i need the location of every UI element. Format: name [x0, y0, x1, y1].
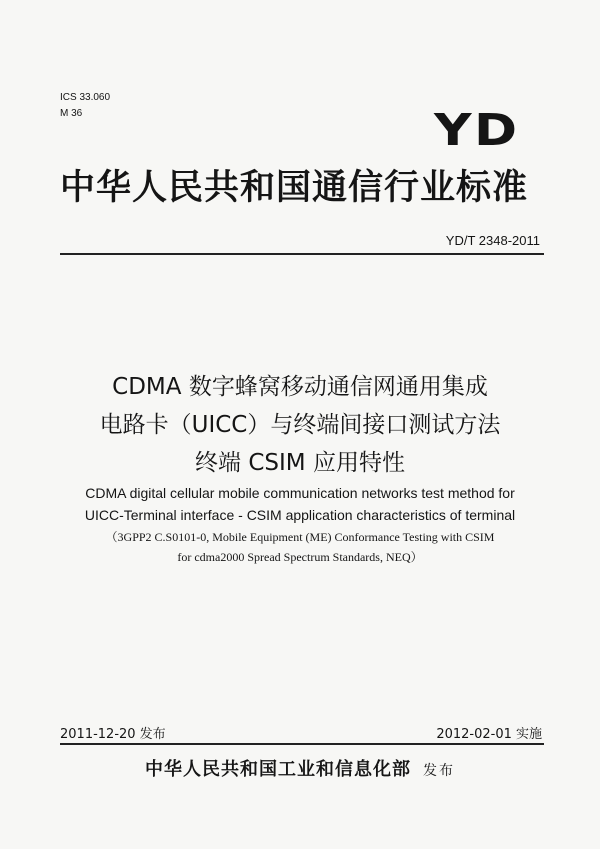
chinese-title-line: 电路卡（UICC）与终端间接口测试方法: [99, 412, 501, 438]
classification-block: [60, 90, 110, 122]
reference-line: （3GPP2 C.S0101-0, Mobile Equipment (ME) Conformance Testing with CSIM: [105, 530, 495, 544]
issue-date: 2011-12-20 发布: [60, 727, 166, 742]
yd-logo: YD: [434, 105, 520, 156]
chinese-title-line: 终端 CSIM 应用特性: [195, 450, 405, 476]
publisher-line: [0, 755, 600, 781]
chinese-title: [30, 368, 570, 482]
reference-line: for cdma2000 Spread Spectrum Standards, NEQ）: [177, 550, 423, 564]
english-title-line: UICC-Terminal interface - CSIM application characteristics of terminal: [84, 507, 516, 523]
publisher-name: 中华人民共和国工业和信息化部: [145, 759, 411, 780]
english-title: [30, 482, 570, 526]
category-code: M 36: [60, 108, 83, 119]
reference-standard: [30, 527, 570, 567]
bottom-divider: [60, 743, 544, 745]
english-title-line: CDMA digital cellular mobile communication networks test method for: [85, 485, 515, 501]
ics-code: ICS 33.060: [60, 92, 111, 103]
implementation-date: 2012-02-01 实施: [436, 727, 542, 742]
top-divider: [60, 253, 544, 255]
publisher-suffix: 发布: [423, 763, 455, 779]
standard-number: YD/T 2348-2011: [445, 233, 540, 248]
standard-title: 中华人民共和国通信行业标准: [60, 168, 529, 208]
chinese-title-line: CDMA 数字蜂窝移动通信网通用集成: [112, 374, 488, 400]
